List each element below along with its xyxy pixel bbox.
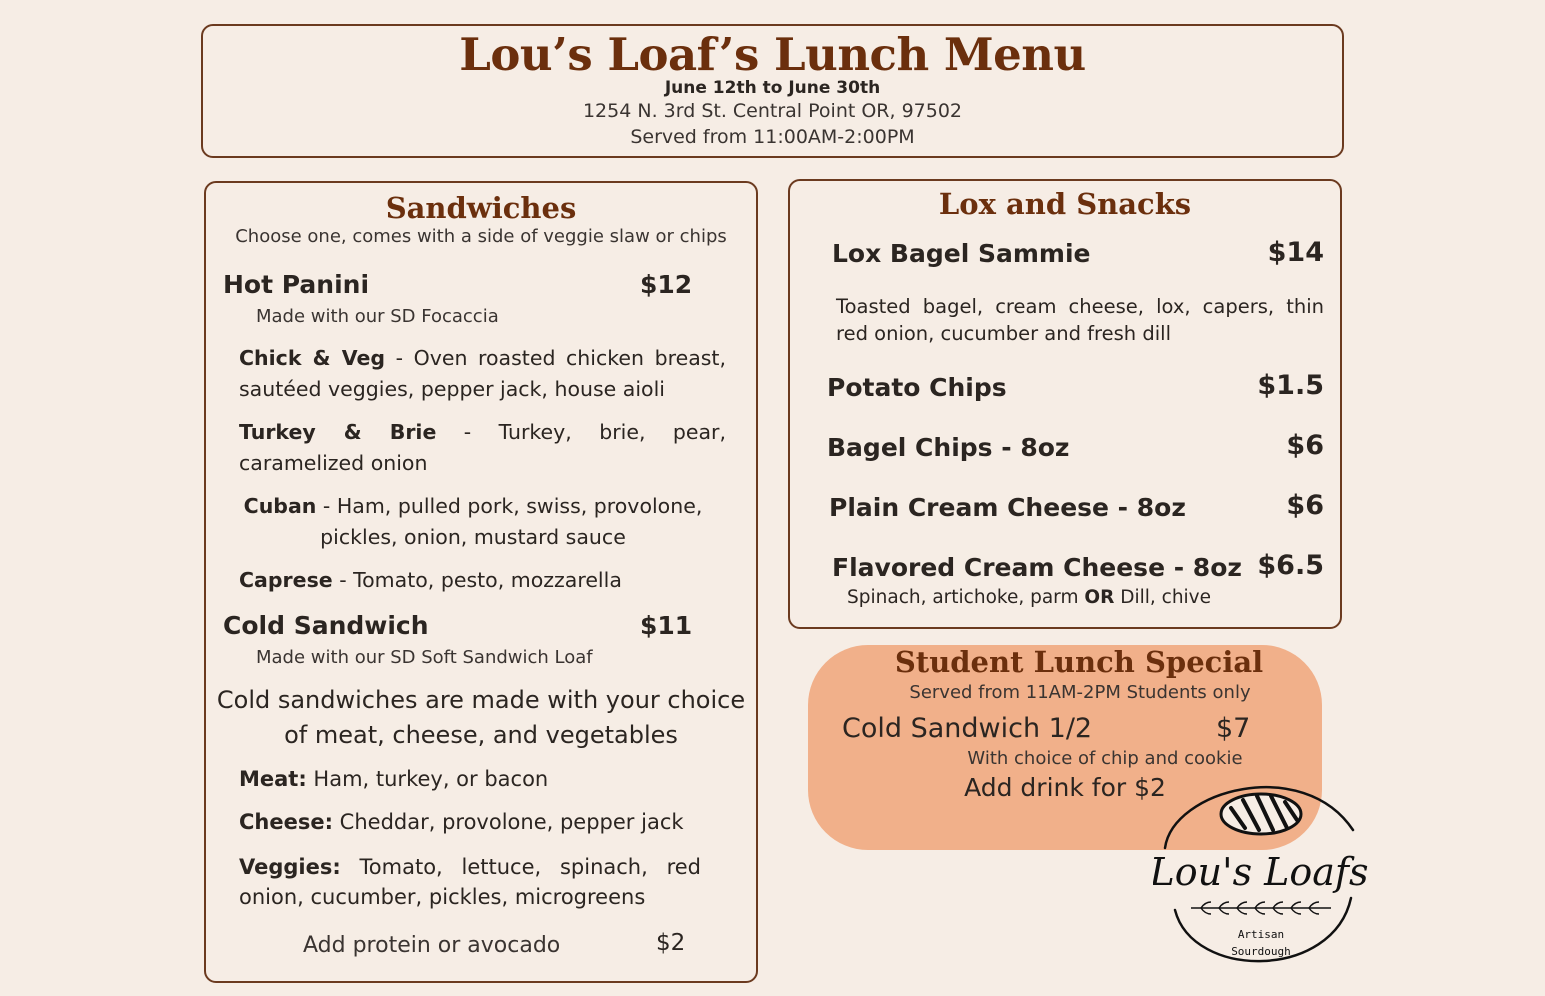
sandwiches-section — [204, 181, 758, 983]
lox-item-name: Lox Bagel Sammie — [832, 239, 1091, 268]
section-subtitle-sandwiches: Choose one, comes with a side of veggie slaw or chips — [235, 226, 727, 247]
section-title-lox: Lox and Snacks — [938, 187, 1192, 221]
service-hours: Served from 11:00AM-2:00PM — [630, 126, 915, 148]
student-special-subtitle: Served from 11AM-2PM Students only — [909, 682, 1251, 703]
lox-item-price: $14 — [1267, 237, 1324, 268]
hot-panini-name: Hot Panini — [223, 270, 370, 299]
panini-option-caprese: Caprese - Tomato, pesto, mozzarella — [239, 568, 622, 592]
lox-item-name: Bagel Chips - 8oz — [827, 433, 1070, 462]
lox-snacks-section — [788, 179, 1342, 629]
student-special-price: $7 — [1216, 713, 1251, 744]
student-special-choice: With choice of chip and cookie — [967, 748, 1243, 769]
wheat-sprig-icon — [1191, 902, 1331, 914]
address: 1254 N. 3rd St. Central Point OR, 97502 — [582, 100, 963, 122]
logo-tagline-artisan: Artisan — [1237, 928, 1285, 941]
header-box — [201, 24, 1344, 158]
panini-option-turkey-brie: Turkey & Brie - Turkey, brie, pear, caramelized onion — [239, 420, 726, 475]
cold-meat-options: Meat: Ham, turkey, or bacon — [239, 767, 549, 791]
cold-sandwich-bread: Made with our SD Soft Sandwich Loaf — [256, 647, 593, 668]
lox-item-price: $6 — [1286, 490, 1324, 521]
cold-sandwich-name: Cold Sandwich — [223, 611, 429, 640]
hot-panini-bread: Made with our SD Focaccia — [256, 306, 499, 327]
lox-item-price: $6 — [1286, 430, 1324, 461]
cold-cheese-options: Cheese: Cheddar, provolone, pepper jack — [239, 810, 684, 834]
lous-loafs-logo — [1153, 770, 1368, 980]
cold-sandwich-intro: Cold sandwiches are made with your choice of meat, cheese, and vegetables — [216, 686, 746, 749]
lox-item-name: Plain Cream Cheese - 8oz — [829, 493, 1186, 522]
add-protein-label: Add protein or avocado — [303, 933, 561, 958]
hot-panini-price: $12 — [640, 270, 693, 299]
cold-sandwich-price: $11 — [640, 611, 693, 640]
lox-item-price: $1.5 — [1257, 370, 1324, 401]
student-special-item: Cold Sandwich 1/2 — [842, 713, 1093, 744]
menu-title: Lou’s Loaf’s Lunch Menu — [459, 28, 1086, 81]
lox-item-desc: Toasted bagel, cream cheese, lox, capers, thin red onion, cucumber and fresh dill — [836, 295, 1324, 345]
panini-option-cuban: Cuban - Ham, pulled pork, swiss, provolone, pickles, onion, mustard sauce — [243, 494, 703, 549]
cold-veggie-options: Veggies: Tomato, lettuce, spinach, red onion, cucumber, pickles, microgreens — [239, 855, 701, 909]
lox-item-name: Potato Chips — [827, 373, 1007, 402]
section-title-sandwiches: Sandwiches — [385, 191, 577, 225]
flavor-note: Spinach, artichoke, parm OR Dill, chive — [847, 587, 1212, 608]
menu-dates: June 12th to June 30th — [664, 78, 881, 98]
add-protein-price: $2 — [656, 930, 686, 956]
lox-item-price: $6.5 — [1257, 550, 1324, 581]
student-special-title: Student Lunch Special — [894, 645, 1264, 679]
logo-emblem-icon — [1153, 770, 1368, 980]
panini-option-chick-veg: Chick & Veg - Oven roasted chicken breast, sautéed veggies, pepper jack, house aioli — [239, 346, 726, 401]
logo-script-text: Lou's Loafs — [1153, 850, 1368, 894]
student-special-drink: Add drink for $2 — [964, 773, 1166, 802]
logo-tagline-sourdough: Sourdough — [1231, 945, 1291, 958]
bread-loaf-icon — [1221, 794, 1301, 834]
lox-item-name: Flavored Cream Cheese - 8oz — [832, 553, 1242, 582]
